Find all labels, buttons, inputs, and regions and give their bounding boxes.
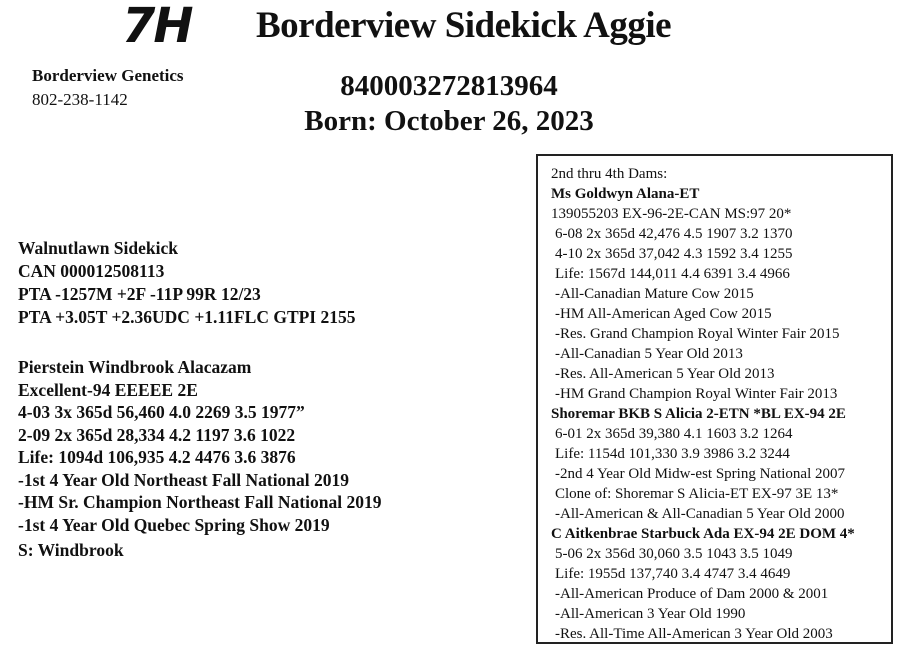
second-dam-detail: -All-Canadian 5 Year Old 2013 xyxy=(555,346,743,362)
birth-date: Born: October 26, 2023 xyxy=(304,105,594,137)
second-dam-detail: 139055203 EX-96-2E-CAN MS:97 20* xyxy=(551,206,792,222)
lot-number: 7H xyxy=(122,0,192,54)
breeder-phone: 802-238-1142 xyxy=(32,90,128,109)
dams-pedigree-box xyxy=(536,154,893,644)
second-dam-detail: -HM Grand Champion Royal Winter Fair 2013 xyxy=(555,386,838,402)
dam-info xyxy=(18,356,381,562)
dam-record: 4-03 3x 365d 56,460 4.0 2269 3.5 1977” xyxy=(18,402,305,422)
third-dam-detail: -2nd 4 Year Old Midw-est Spring National 2007 xyxy=(555,466,845,482)
registration-number: 840003272813964 xyxy=(340,70,558,102)
animal-name: Borderview Sidekick Aggie xyxy=(256,5,672,46)
fourth-dam-detail: Life: 1955d 137,740 3.4 4747 3.4 4649 xyxy=(555,566,791,582)
dam-sire: S: Windbrook xyxy=(18,540,124,560)
second-dam-detail: 6-08 2x 365d 42,476 4.5 1907 3.2 1370 xyxy=(555,226,793,242)
third-dam-detail: 6-01 2x 365d 39,380 4.1 1603 3.2 1264 xyxy=(555,426,793,442)
dam-record: 2-09 2x 365d 28,334 4.2 1197 3.6 1022 xyxy=(18,424,296,445)
sire-pta-production: PTA -1257M +2F -11P 99R 12/23 xyxy=(18,284,261,304)
dam-award: -1st 4 Year Old Quebec Spring Show 2019 xyxy=(18,514,330,535)
second-dam-detail: -HM All-American Aged Cow 2015 xyxy=(555,306,772,322)
second-dam-detail: Life: 1567d 144,011 4.4 6391 3.4 4966 xyxy=(555,266,790,282)
third-dam-detail: Clone of: Shoremar S Alicia-ET EX-97 3E 13* xyxy=(555,486,839,502)
fourth-dam-detail: -All-American Produce of Dam 2000 & 2001 xyxy=(555,586,829,602)
second-dam-detail: -All-Canadian Mature Cow 2015 xyxy=(555,286,754,302)
dam-name: Pierstein Windbrook Alacazam xyxy=(18,357,252,377)
dam-award: -1st 4 Year Old Northeast Fall National 2019 xyxy=(18,469,350,490)
sire-registration: CAN 000012508113 xyxy=(18,261,165,281)
dam-lifetime-record: Life: 1094d 106,935 4.2 4476 3.6 3876 xyxy=(18,447,296,467)
sire-name: Walnutlawn Sidekick xyxy=(18,238,178,258)
fourth-dam-detail: 5-06 2x 356d 30,060 3.5 1043 3.5 1049 xyxy=(555,546,793,562)
third-dam-detail: Life: 1154d 101,330 3.9 3986 3.2 3244 xyxy=(555,446,790,462)
sire-pta-type: PTA +3.05T +2.36UDC +1.11FLC GTPI 2155 xyxy=(18,307,356,327)
fourth-dam-detail: -Res. All-Time All-American 3 Year Old 2003 xyxy=(555,626,833,642)
second-dam-detail: -Res. Grand Champion Royal Winter Fair 2015 xyxy=(555,326,840,342)
third-dam-detail: -All-American & All-Canadian 5 Year Old 2000 xyxy=(555,506,845,522)
second-dam-name: Ms Goldwyn Alana-ET xyxy=(551,186,700,202)
sire-info xyxy=(18,237,356,329)
fourth-dam-name: C Aitkenbrae Starbuck Ada EX-94 2E DOM 4* xyxy=(551,526,855,542)
second-dam-detail: 4-10 2x 365d 37,042 4.3 1592 3.4 1255 xyxy=(555,246,793,262)
second-dam-detail: -Res. All-American 5 Year Old 2013 xyxy=(555,366,775,382)
fourth-dam-detail: -All-American 3 Year Old 1990 xyxy=(555,606,746,622)
dam-classification: Excellent-94 EEEEE 2E xyxy=(18,379,198,400)
dam-award: -HM Sr. Champion Northeast Fall National 2019 xyxy=(18,492,382,512)
dams-heading: 2nd thru 4th Dams: xyxy=(551,166,668,182)
third-dam-name: Shoremar BKB S Alicia 2-ETN *BL EX-94 2E xyxy=(551,406,846,422)
breeder-name: Borderview Genetics xyxy=(32,66,184,85)
